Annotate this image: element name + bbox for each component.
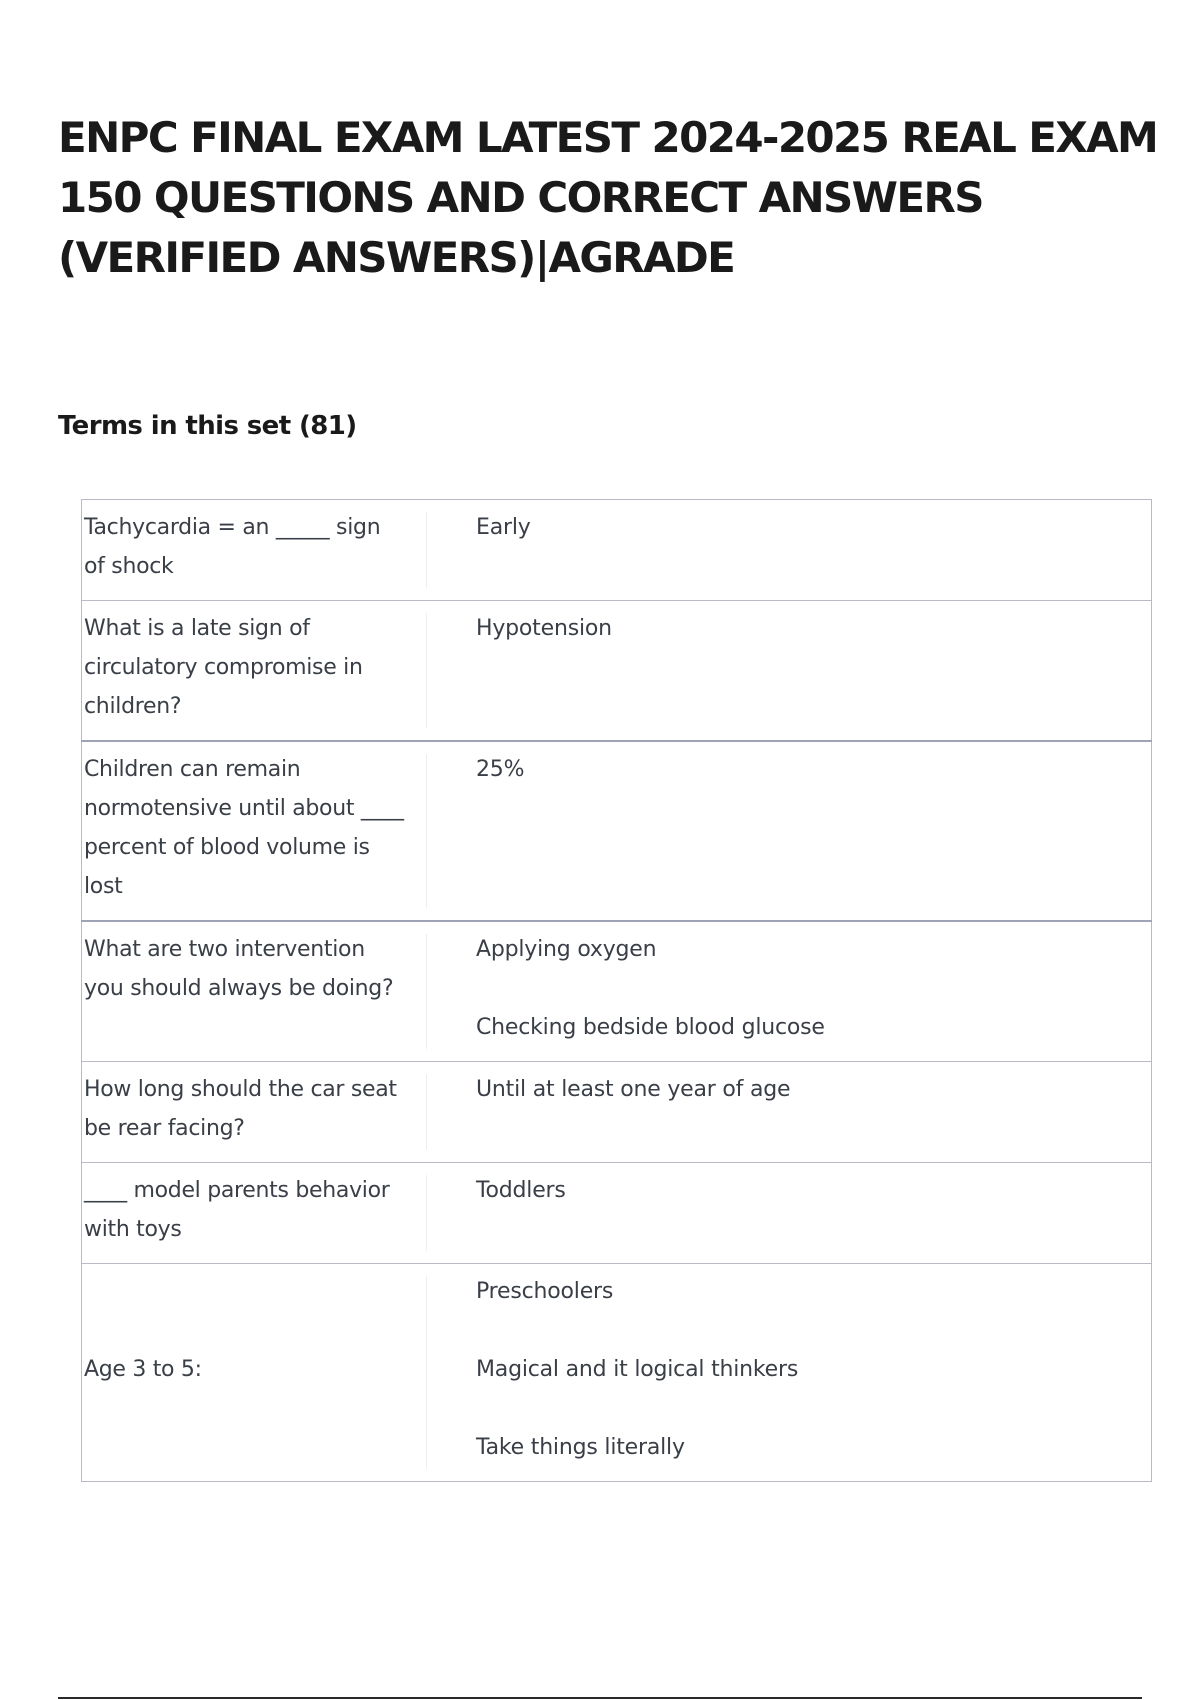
term-cell: What is a late sign of circulatory compromise in children? xyxy=(82,601,427,742)
definition-line: Toddlers xyxy=(476,1178,566,1203)
table-row xyxy=(82,741,1152,921)
definition-line: Applying oxygen xyxy=(476,937,657,962)
definition-line: 25% xyxy=(476,757,525,782)
table-row xyxy=(82,1163,1152,1264)
table-row xyxy=(82,1062,1152,1163)
definition-line: Until at least one year of age xyxy=(476,1077,791,1102)
definition-cell xyxy=(426,921,1152,1062)
page-title: ENPC FINAL EXAM LATEST 2024-2025 REAL EXAM 150 QUESTIONS AND CORRECT ANSWERS (VERIFIED ANSWERS)|AGRADE xyxy=(58,113,1158,282)
definition-cell xyxy=(426,601,1152,742)
definition-cell xyxy=(426,741,1152,921)
term-cell: What are two intervention you should always be doing? xyxy=(82,921,427,1062)
definition-cell xyxy=(426,1163,1152,1264)
table-row xyxy=(82,921,1152,1062)
definition-line: Magical and it logical thinkers xyxy=(476,1357,799,1382)
footer-rule xyxy=(58,1697,1142,1699)
definition-line: Checking bedside blood glucose xyxy=(476,1015,825,1040)
term-cell: How long should the car seat be rear facing? xyxy=(82,1062,427,1163)
term-cell: Age 3 to 5: xyxy=(82,1264,427,1482)
definition-line: Early xyxy=(476,515,531,540)
table-row xyxy=(82,500,1152,601)
set-heading: Terms in this set (81) xyxy=(58,411,357,441)
table-row xyxy=(82,1264,1152,1482)
terms-table xyxy=(81,499,1152,1482)
definition-cell xyxy=(426,500,1152,601)
table-row xyxy=(82,601,1152,742)
definition-cell xyxy=(426,1062,1152,1163)
term-cell: ____ model parents behavior with toys xyxy=(82,1163,427,1264)
definition-line: Hypotension xyxy=(476,616,612,641)
term-cell: Children can remain normotensive until about ____ percent of blood volume is lost xyxy=(82,741,427,921)
term-cell: Tachycardia = an _____ sign of shock xyxy=(82,500,427,601)
definition-line: Preschoolers xyxy=(476,1279,614,1304)
definition-cell xyxy=(426,1264,1152,1482)
definition-line: Take things literally xyxy=(476,1435,685,1460)
